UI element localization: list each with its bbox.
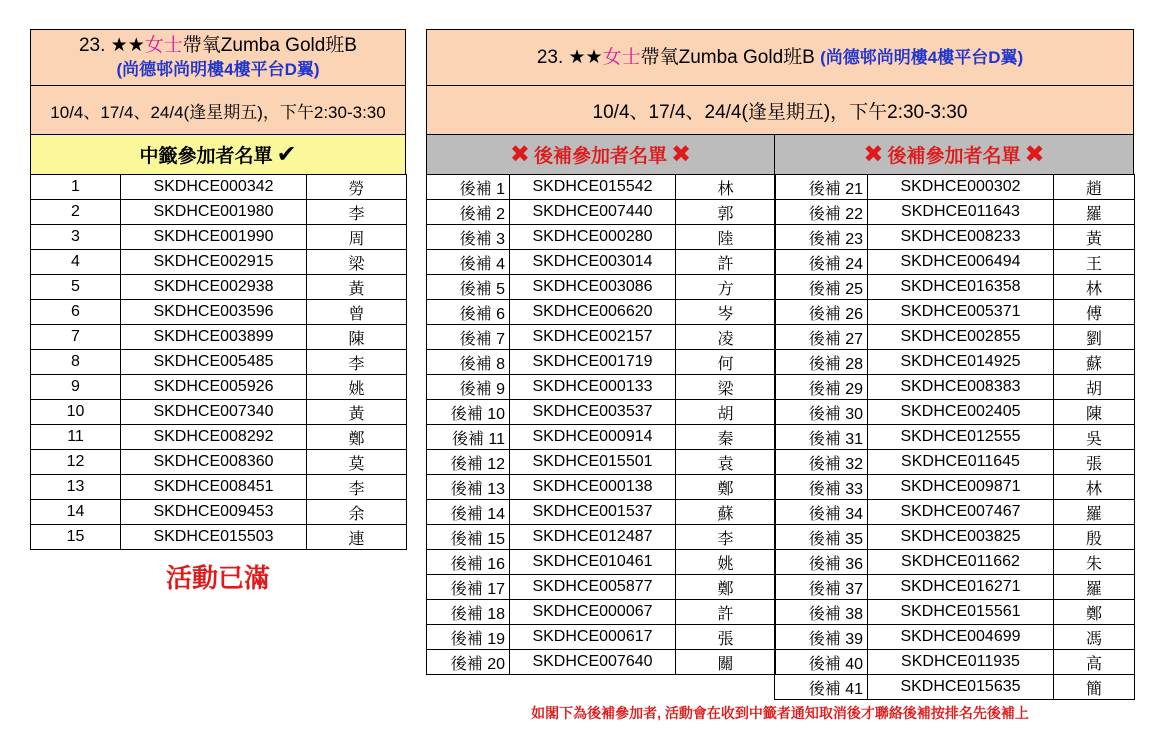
cell-no: 後補 35	[775, 525, 868, 550]
table-row	[775, 300, 1135, 325]
table-row	[427, 275, 776, 300]
cell-no: 後補 29	[775, 375, 868, 400]
cell-code: SKDHCE005926	[121, 375, 307, 400]
cell-code: SKDHCE000138	[510, 475, 676, 500]
cell-name: 胡	[676, 400, 776, 425]
waitlist-section-label: 後補參加者名單	[533, 146, 667, 167]
cell-name: 許	[676, 600, 776, 625]
cell-code: SKDHCE003899	[121, 325, 307, 350]
table-row	[775, 250, 1135, 275]
cell-no: 後補 6	[427, 300, 510, 325]
table-row	[775, 200, 1135, 225]
table-row	[427, 625, 776, 650]
cell-name: 周	[307, 225, 407, 250]
cell-name: 黃	[307, 275, 407, 300]
cell-code: SKDHCE005371	[868, 300, 1054, 325]
cell-no: 後補 27	[775, 325, 868, 350]
table-row	[31, 175, 407, 200]
cell-code: SKDHCE011645	[868, 450, 1054, 475]
cell-code: SKDHCE002938	[121, 275, 307, 300]
cell-name: 梁	[307, 250, 407, 275]
table-row	[427, 500, 776, 525]
cell-code: SKDHCE016271	[868, 575, 1054, 600]
cell-name: 姚	[307, 375, 407, 400]
cell-code: SKDHCE000133	[510, 375, 676, 400]
cell-name: 趙	[1054, 175, 1135, 200]
cell-code: SKDHCE004699	[868, 625, 1054, 650]
full-notice: 活動已滿	[165, 563, 270, 593]
table-row	[427, 600, 776, 625]
cell-code: SKDHCE002157	[510, 325, 676, 350]
cell-name: 蘇	[1054, 350, 1135, 375]
cell-code: SKDHCE007440	[510, 200, 676, 225]
cell-name: 黃	[307, 400, 407, 425]
cell-no: 後補 15	[427, 525, 510, 550]
cell-name: 陸	[676, 225, 776, 250]
cell-name: 朱	[1054, 550, 1135, 575]
cell-no: 後補 40	[775, 650, 868, 675]
cell-code: SKDHCE000067	[510, 600, 676, 625]
cell-name: 高	[1054, 650, 1135, 675]
cell-no: 後補 2	[427, 200, 510, 225]
cell-no: 後補 19	[427, 625, 510, 650]
cell-no: 後補 9	[427, 375, 510, 400]
cell-name: 李	[676, 525, 776, 550]
table-row	[775, 275, 1135, 300]
waitlist-table-b	[774, 174, 1135, 700]
cell-name: 鄭	[1054, 600, 1135, 625]
cell-name: 鄭	[676, 475, 776, 500]
table-row	[775, 625, 1135, 650]
table-row	[31, 225, 407, 250]
right-title-suffix: 帶氧Zumba Gold班B	[640, 46, 815, 68]
cell-name: 陳	[1054, 400, 1135, 425]
cell-code: SKDHCE012487	[510, 525, 676, 550]
cell-no: 後補 17	[427, 575, 510, 600]
table-row	[427, 250, 776, 275]
table-row	[427, 375, 776, 400]
table-row	[775, 425, 1135, 450]
cell-name: 余	[307, 500, 407, 525]
cell-name: 羅	[1054, 575, 1135, 600]
cell-no: 後補 7	[427, 325, 510, 350]
cell-name: 羅	[1054, 200, 1135, 225]
cell-code: SKDHCE011662	[868, 550, 1054, 575]
cell-no: 後補 18	[427, 600, 510, 625]
table-row	[427, 400, 776, 425]
cell-code: SKDHCE015561	[868, 600, 1054, 625]
table-row	[775, 350, 1135, 375]
cell-name: 鄭	[676, 575, 776, 600]
table-row	[775, 525, 1135, 550]
left-section-label: 中籤參加者名單	[139, 146, 273, 167]
cell-code: SKDHCE000617	[510, 625, 676, 650]
cell-code: SKDHCE002855	[868, 325, 1054, 350]
cell-no: 後補 20	[427, 650, 510, 675]
table-row	[427, 550, 776, 575]
cell-no: 後補 39	[775, 625, 868, 650]
table-row	[775, 450, 1135, 475]
cell-name: 簡	[1054, 675, 1135, 700]
cell-code: SKDHCE000302	[868, 175, 1054, 200]
table-row	[775, 175, 1135, 200]
table-row	[31, 475, 407, 500]
cell-code: SKDHCE001537	[510, 500, 676, 525]
left-date: 10/4、17/4、24/4(逢星期五)，下午2:30-3:30	[50, 102, 386, 122]
cell-no: 後補 37	[775, 575, 868, 600]
cross-icon: ✖	[509, 141, 530, 168]
cell-name: 張	[1054, 450, 1135, 475]
cell-no: 後補 33	[775, 475, 868, 500]
table-row	[31, 375, 407, 400]
cross-icon: ✖	[671, 141, 692, 168]
cell-code: SKDHCE003014	[510, 250, 676, 275]
cell-name: 黃	[1054, 225, 1135, 250]
table-row	[775, 475, 1135, 500]
table-row	[775, 550, 1135, 575]
cell-no: 後補 32	[775, 450, 868, 475]
cell-code: SKDHCE008451	[121, 475, 307, 500]
table-row	[775, 500, 1135, 525]
table-row	[427, 325, 776, 350]
cell-code: SKDHCE012555	[868, 425, 1054, 450]
cell-no: 15	[31, 525, 121, 550]
right-date-header	[426, 85, 1134, 135]
cell-code: SKDHCE006620	[510, 300, 676, 325]
right-title-header	[426, 29, 1134, 86]
table-row	[31, 250, 407, 275]
left-subtitle: (尚德邨尚明樓4樓平台D翼)	[116, 59, 320, 79]
cell-no: 7	[31, 325, 121, 350]
cell-name: 殷	[1054, 525, 1135, 550]
cell-name: 許	[676, 250, 776, 275]
cell-name: 劉	[1054, 325, 1135, 350]
cell-no: 6	[31, 300, 121, 325]
cell-code: SKDHCE003537	[510, 400, 676, 425]
cell-name: 林	[1054, 475, 1135, 500]
cell-no: 2	[31, 200, 121, 225]
table-row	[427, 200, 776, 225]
cell-code: SKDHCE005877	[510, 575, 676, 600]
cell-no: 後補 36	[775, 550, 868, 575]
cell-no: 13	[31, 475, 121, 500]
cell-no: 11	[31, 425, 121, 450]
table-row	[427, 650, 776, 675]
left-title-pink: 女士	[144, 34, 183, 56]
cell-name: 姚	[676, 550, 776, 575]
cell-name: 梁	[676, 375, 776, 400]
left-date-header	[30, 85, 406, 135]
cell-code: SKDHCE001990	[121, 225, 307, 250]
cell-name: 秦	[676, 425, 776, 450]
cell-name: 傅	[1054, 300, 1135, 325]
cell-code: SKDHCE011643	[868, 200, 1054, 225]
cell-no: 後補 11	[427, 425, 510, 450]
right-subtitle: (尚德邨尚明樓4樓平台D翼)	[820, 47, 1024, 67]
waitlist-section-header-a	[426, 134, 775, 175]
table-row	[775, 225, 1135, 250]
cell-no: 5	[31, 275, 121, 300]
table-row	[31, 425, 407, 450]
table-row	[31, 275, 407, 300]
cell-name: 關	[676, 650, 776, 675]
cell-name: 吳	[1054, 425, 1135, 450]
cell-no: 後補 16	[427, 550, 510, 575]
cell-code: SKDHCE015542	[510, 175, 676, 200]
cell-name: 王	[1054, 250, 1135, 275]
cell-no: 後補 26	[775, 300, 868, 325]
right-title	[537, 46, 1023, 70]
cell-no: 4	[31, 250, 121, 275]
table-row	[775, 600, 1135, 625]
table-row	[775, 575, 1135, 600]
table-row	[31, 450, 407, 475]
check-icon: ✔	[276, 141, 297, 168]
cell-code: SKDHCE014925	[868, 350, 1054, 375]
cell-no: 10	[31, 400, 121, 425]
table-row	[427, 225, 776, 250]
cell-no: 後補 12	[427, 450, 510, 475]
cell-name: 李	[307, 200, 407, 225]
cell-code: SKDHCE011935	[868, 650, 1054, 675]
cell-no: 後補 38	[775, 600, 868, 625]
cell-no: 3	[31, 225, 121, 250]
cell-code: SKDHCE008292	[121, 425, 307, 450]
table-row	[427, 575, 776, 600]
cell-code: SKDHCE008233	[868, 225, 1054, 250]
cell-name: 胡	[1054, 375, 1135, 400]
table-row	[427, 475, 776, 500]
cell-no: 12	[31, 450, 121, 475]
cell-no: 1	[31, 175, 121, 200]
cell-name: 勞	[307, 175, 407, 200]
cell-name: 莫	[307, 450, 407, 475]
cell-no: 後補 34	[775, 500, 868, 525]
cell-name: 連	[307, 525, 407, 550]
cell-name: 袁	[676, 450, 776, 475]
cell-code: SKDHCE016358	[868, 275, 1054, 300]
cell-no: 後補 31	[775, 425, 868, 450]
table-row	[427, 425, 776, 450]
cell-no: 9	[31, 375, 121, 400]
table-row	[775, 400, 1135, 425]
cell-name: 郭	[676, 200, 776, 225]
table-row	[427, 450, 776, 475]
cell-name: 李	[307, 350, 407, 375]
cell-code: SKDHCE015635	[868, 675, 1054, 700]
cell-no: 後補 8	[427, 350, 510, 375]
table-row	[775, 325, 1135, 350]
cell-name: 曾	[307, 300, 407, 325]
cell-no: 8	[31, 350, 121, 375]
cell-code: SKDHCE008360	[121, 450, 307, 475]
cell-code: SKDHCE007467	[868, 500, 1054, 525]
table-row	[775, 650, 1135, 675]
table-row	[31, 300, 407, 325]
right-title-pink: 女士	[602, 46, 641, 68]
cell-no: 後補 28	[775, 350, 868, 375]
cell-name: 方	[676, 275, 776, 300]
cell-name: 李	[307, 475, 407, 500]
cell-no: 後補 13	[427, 475, 510, 500]
cell-name: 張	[676, 625, 776, 650]
cell-name: 林	[1054, 275, 1135, 300]
cross-icon: ✖	[863, 141, 884, 168]
cell-code: SKDHCE000342	[121, 175, 307, 200]
left-title	[79, 34, 357, 58]
cell-name: 陳	[307, 325, 407, 350]
cell-no: 後補 24	[775, 250, 868, 275]
cell-code: SKDHCE007340	[121, 400, 307, 425]
cell-name: 羅	[1054, 500, 1135, 525]
cell-no: 後補 14	[427, 500, 510, 525]
waitlist-table-a	[426, 174, 776, 675]
cell-name: 何	[676, 350, 776, 375]
cell-code: SKDHCE015501	[510, 450, 676, 475]
cell-code: SKDHCE008383	[868, 375, 1054, 400]
cell-name: 凌	[676, 325, 776, 350]
table-row	[427, 300, 776, 325]
left-section-header	[30, 134, 406, 175]
cell-code: SKDHCE001980	[121, 200, 307, 225]
cell-code: SKDHCE000280	[510, 225, 676, 250]
table-row	[31, 350, 407, 375]
table-row	[427, 175, 776, 200]
cell-no: 14	[31, 500, 121, 525]
winners-table	[30, 174, 407, 550]
right-date: 10/4、17/4、24/4(逢星期五)，下午2:30-3:30	[592, 101, 968, 123]
cell-code: SKDHCE009453	[121, 500, 307, 525]
cell-name: 馮	[1054, 625, 1135, 650]
table-row	[31, 400, 407, 425]
left-title-prefix: 23. ★★	[78, 34, 145, 56]
table-row	[31, 325, 407, 350]
cell-code: SKDHCE003825	[868, 525, 1054, 550]
cell-name: 岑	[676, 300, 776, 325]
waitlist-section-header-b	[774, 134, 1134, 175]
cell-name: 蘇	[676, 500, 776, 525]
cell-code: SKDHCE009871	[868, 475, 1054, 500]
table-row	[775, 675, 1135, 700]
cell-code: SKDHCE015503	[121, 525, 307, 550]
cell-no: 後補 41	[775, 675, 868, 700]
cell-code: SKDHCE002405	[868, 400, 1054, 425]
cell-no: 後補 25	[775, 275, 868, 300]
cell-no: 後補 4	[427, 250, 510, 275]
table-row	[427, 350, 776, 375]
waitlist-section-label: 後補參加者名單	[887, 146, 1021, 167]
cell-no: 後補 23	[775, 225, 868, 250]
cross-icon: ✖	[1024, 141, 1045, 168]
right-title-prefix: 23. ★★	[536, 46, 603, 68]
cell-no: 後補 10	[427, 400, 510, 425]
cell-code: SKDHCE002915	[121, 250, 307, 275]
cell-no: 後補 30	[775, 400, 868, 425]
cell-code: SKDHCE007640	[510, 650, 676, 675]
table-row	[427, 525, 776, 550]
cell-no: 後補 22	[775, 200, 868, 225]
table-row	[31, 500, 407, 525]
left-title-suffix: 帶氧Zumba Gold班B	[182, 34, 357, 56]
cell-no: 後補 1	[427, 175, 510, 200]
cell-no: 後補 21	[775, 175, 868, 200]
left-title-header	[30, 29, 406, 86]
cell-code: SKDHCE006494	[868, 250, 1054, 275]
cell-code: SKDHCE005485	[121, 350, 307, 375]
cell-code: SKDHCE000914	[510, 425, 676, 450]
cell-code: SKDHCE003086	[510, 275, 676, 300]
waitlist-note: 如閣下為後補參加者, 活動會在收到中籤者通知取消後才聯絡後補按排名先後補上	[531, 705, 1029, 721]
cell-no: 後補 3	[427, 225, 510, 250]
cell-name: 鄭	[307, 425, 407, 450]
table-row	[775, 375, 1135, 400]
cell-code: SKDHCE001719	[510, 350, 676, 375]
table-row	[31, 200, 407, 225]
cell-code: SKDHCE003596	[121, 300, 307, 325]
table-row	[31, 525, 407, 550]
cell-code: SKDHCE010461	[510, 550, 676, 575]
cell-no: 後補 5	[427, 275, 510, 300]
cell-name: 林	[676, 175, 776, 200]
